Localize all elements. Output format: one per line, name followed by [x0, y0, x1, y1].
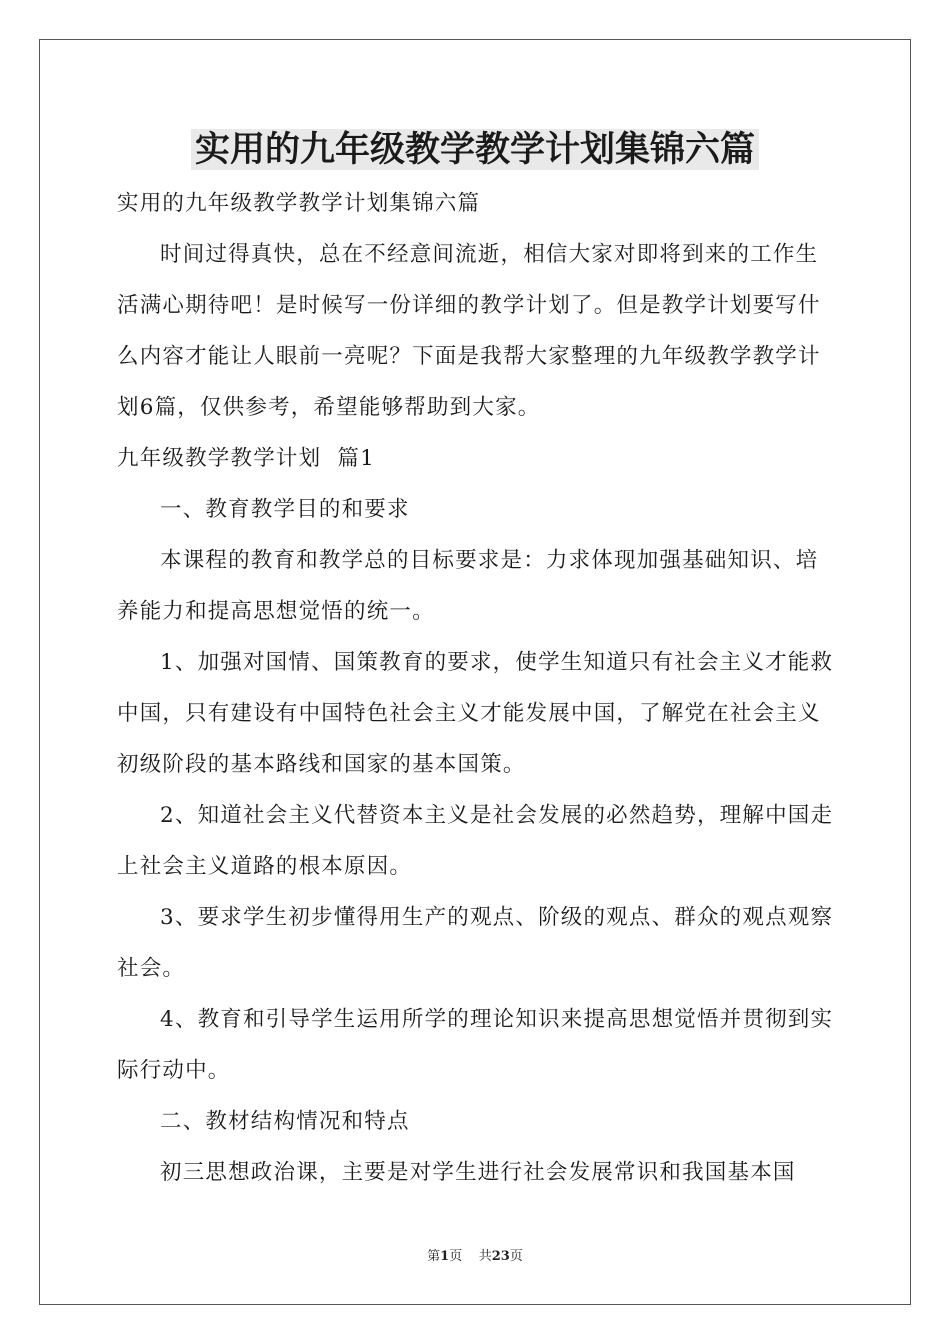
footer-prefix: 第	[427, 1249, 441, 1264]
goal-paragraph: 本课程的教育和教学总的目标要求是：力求体现加强基础知识、培养能力和提高思想觉悟的统一。	[117, 548, 819, 624]
footer-total-pages: 23	[491, 1249, 510, 1264]
list-item-3: 3、要求学生初步懂得用生产的观点、阶级的观点、群众的观点观察社会。	[117, 905, 834, 981]
heading-goals: 一、教育教学目的和要求	[160, 497, 410, 522]
footer-total-suffix: 页	[509, 1249, 523, 1264]
list-item-2: 2、知道社会主义代替资本主义是社会发展的必然趋势，理解中国走上社会主义道路的根本原因。	[117, 803, 834, 879]
list-item-1: 1、加强对国情、国策教育的要求，使学生知道只有社会主义才能救中国，只有建设有中国特色社会主义才能发展中国，了解党在社会主义初级阶段的基本路线和国家的基本国策。	[117, 650, 834, 777]
section-heading: 九年级教学教学计划 篇1	[117, 446, 375, 471]
page-footer	[0, 1247, 950, 1267]
intro-paragraph: 时间过得真快，总在不经意间流逝，相信大家对即将到来的工作生活满心期待吧！是时候写一份详细的教学计划了。但是教学计划要写什么内容才能让人眼前一亮呢？下面是我帮大家整理的九年级教学教学计划6篇，仅供参考，希望能够帮助到大家。	[117, 242, 821, 420]
materials-paragraph: 初三思想政治课，主要是对学生进行社会发展常识和我国基本国	[160, 1160, 796, 1185]
footer-page-number: 1	[440, 1249, 450, 1264]
document-subtitle: 实用的九年级教学教学计划集锦六篇	[117, 191, 481, 216]
document-body	[117, 178, 837, 1198]
list-item-4: 4、教育和引导学生运用所学的理论知识来提高思想觉悟并贯彻到实际行动中。	[117, 1007, 834, 1083]
document-title	[0, 126, 950, 174]
document-title-text: 实用的九年级教学教学计划集锦六篇	[191, 129, 759, 170]
footer-total-prefix: 共	[478, 1249, 492, 1264]
heading-materials: 二、教材结构情况和特点	[160, 1109, 410, 1134]
footer-page-suffix: 页	[449, 1249, 463, 1264]
